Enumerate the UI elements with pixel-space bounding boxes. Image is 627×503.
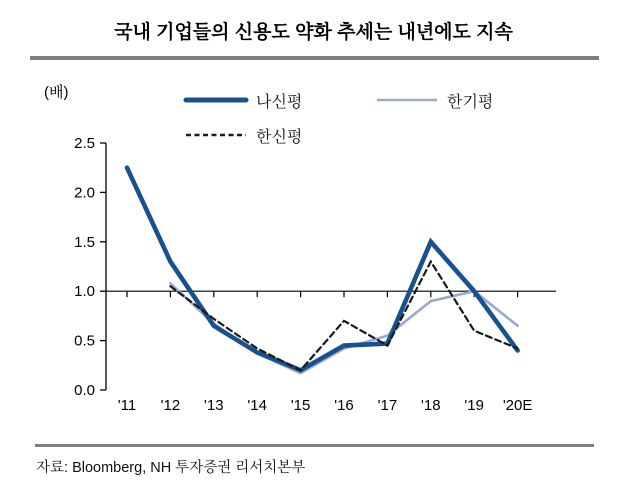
- x-axis-tick-label: '14: [247, 397, 267, 414]
- legend-label-1: 한기평: [447, 93, 494, 111]
- y-axis-tick-label: 0.5: [74, 332, 95, 350]
- legend-item-2: [183, 125, 374, 145]
- legend-label-2: 한신평: [256, 128, 303, 146]
- x-axis-tick-label: '12: [160, 397, 181, 414]
- legend-line-sample-0: [183, 95, 249, 105]
- x-axis-tick-label: '20E: [502, 397, 533, 414]
- x-axis-tick-label: '15: [290, 397, 311, 414]
- legend-item-1: [374, 90, 565, 110]
- y-axis-tick-label: 0.0: [74, 382, 95, 399]
- legend-item-0: [183, 90, 374, 110]
- legend-line-sample-1: [374, 95, 440, 105]
- y-axis-tick-label: 2.0: [74, 184, 95, 202]
- legend-line-sample-2: [183, 130, 249, 140]
- y-axis-tick-label: 1.5: [74, 233, 95, 251]
- series-line-0: [127, 168, 518, 371]
- y-axis-tick-label: 2.5: [74, 135, 95, 152]
- x-axis-tick-label: '17: [377, 397, 398, 414]
- y-axis-unit-label: (배): [44, 84, 69, 101]
- legend-label-0: 나신평: [256, 93, 303, 111]
- source-note: 자료: Bloomberg, NH 투자증권 리서치본부: [36, 460, 306, 476]
- chart-legend: [183, 90, 565, 145]
- y-axis-tick-label: 1.0: [74, 283, 95, 301]
- x-axis-tick-label: '19: [464, 397, 484, 414]
- x-axis-tick-label: '13: [204, 397, 224, 414]
- figure-title: 국내 기업들의 신용도 약화 추세는 내년에도 지속: [114, 22, 513, 43]
- x-axis-tick-label: '18: [421, 397, 441, 414]
- footer-divider: [35, 444, 594, 447]
- x-axis-tick-label: '11: [117, 397, 137, 414]
- x-axis-tick-label: '16: [334, 397, 354, 414]
